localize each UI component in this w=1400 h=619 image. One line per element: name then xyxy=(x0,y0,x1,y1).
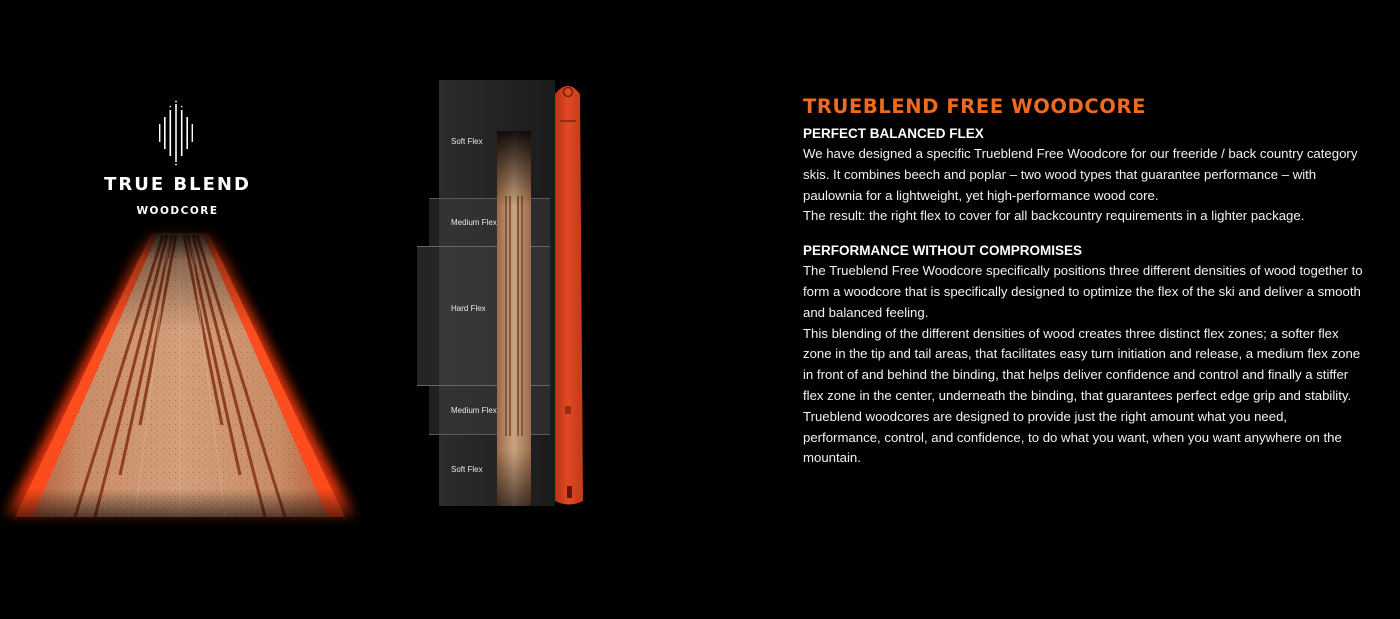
paragraph: We have designed a specific Trueblend Free Woodcore for our freeride / back country category skis. It combines beech and poplar – two wood types that guarantee performance – with paulownia for a lightweight, yet high-performance wood core. xyxy=(803,146,1358,203)
vertical-lines-logo-icon xyxy=(158,100,196,166)
woodcore-description xyxy=(803,94,1363,469)
brand-title: TRUE BLEND xyxy=(104,174,251,195)
ski-flex-diagram xyxy=(410,76,610,512)
paragraph: The Trueblend Free Woodcore specifically positions three different densities of wood together to form a woodcore that is specifically designed to optimize the flex of the ski and deliver a smooth and balanced feeling. xyxy=(803,263,1363,320)
paragraph: This blending of the different densities of wood creates three distinct flex zones; a softer flex zone in the tip and tail areas, that facilitates easy turn initiation and release, a medium flex zone in front of and behind the binding, that helps deliver confidence and control and finally a stiffer flex zone in the center, underneath the binding, that guarantees perfect edge grip and stability. xyxy=(803,325,1361,403)
section-title-perfect-balanced-flex: PERFECT BALANCED FLEX xyxy=(803,126,984,141)
flex-zone-label: Hard Flex xyxy=(451,304,486,313)
flex-zone-label: Soft Flex xyxy=(451,137,483,146)
ski-illustration xyxy=(410,76,610,512)
page-title: TRUEBLEND FREE WOODCORE xyxy=(803,95,1147,118)
flex-zone-label: Soft Flex xyxy=(451,465,483,474)
brand-subtitle: WOODCORE xyxy=(136,205,219,217)
woodcore-plank-image xyxy=(0,225,360,525)
paragraph: Trueblend woodcores are designed to provide just the right amount what you need, performance, control, and confidence, to do what you want, when you want anywhere on the mountain. xyxy=(803,408,1342,466)
paragraph: The result: the right flex to cover for all backcountry requirements in a lighter package. xyxy=(803,208,1305,224)
flex-zone-label: Medium Flex xyxy=(451,406,497,415)
section-title-performance-without-compromises: PERFORMANCE WITHOUT COMPROMISES xyxy=(803,243,1082,259)
woodcore-visual xyxy=(0,0,380,619)
flex-zone-label: Medium Flex xyxy=(451,218,497,227)
